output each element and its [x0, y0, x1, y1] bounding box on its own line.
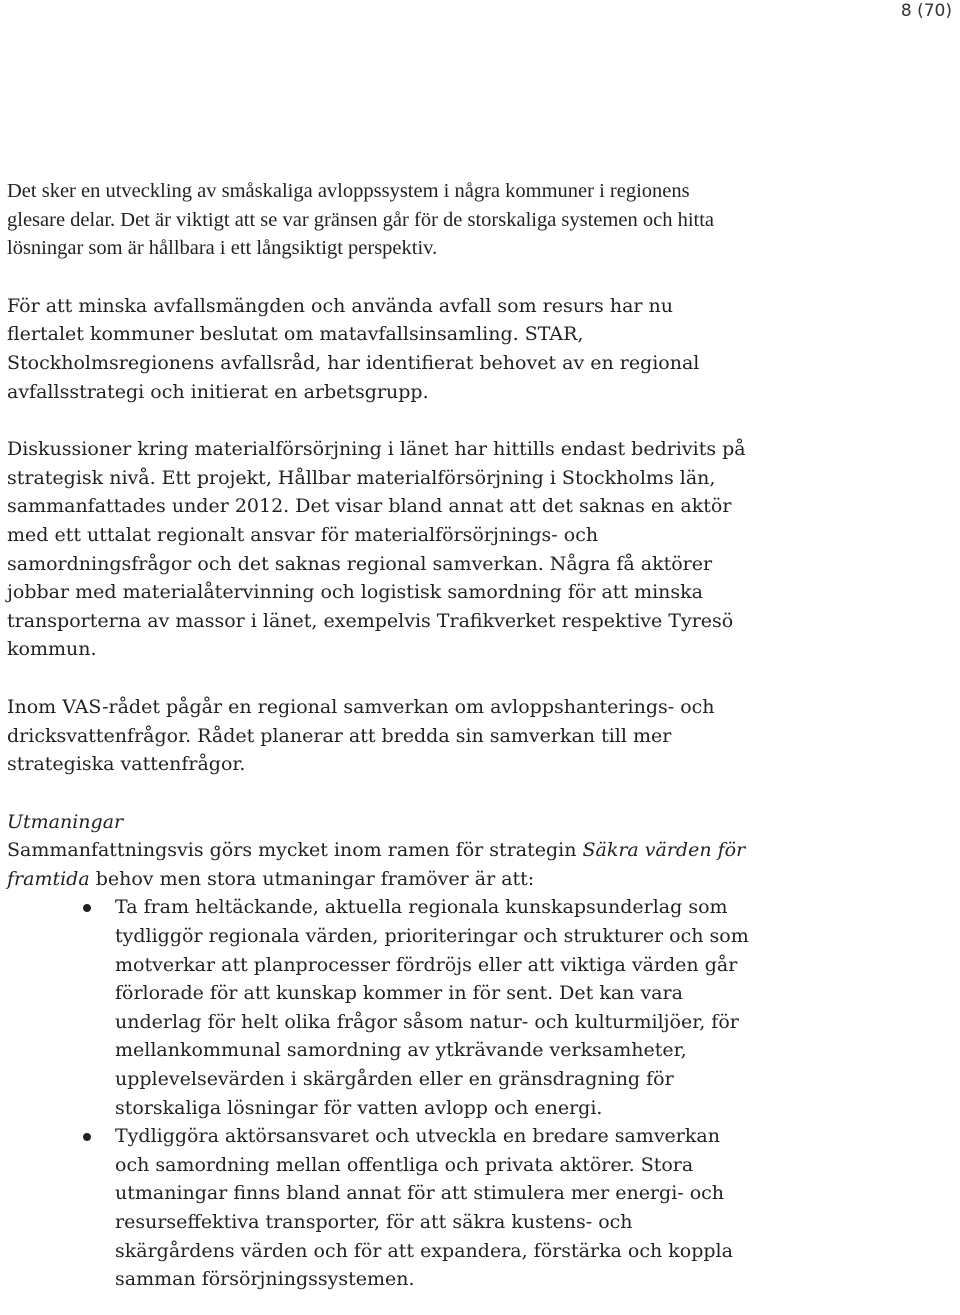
- section-heading: Utmaningar: [7, 810, 124, 833]
- list-item: [7, 1122, 755, 1294]
- paragraph-water-council: Inom VAS-rådet pågår en regional samverkan om avloppshanterings- och dricksvattenfrågor. Rådet planerar att bredda sin samverkan till mer strategiska vattenfrågor.: [7, 695, 715, 776]
- list-item-text: Tydliggöra aktörsansvaret och utveckla en bredare samverkan och samordning mellan offentliga och privata aktörer. Stora utmaningar finns bland annat för att stimulera mer energi- och resurseffektiva transporter, för att säkra kustens- och skärgårdens värden och för att expandera, förstärka och koppla samman försörjningssystemen.: [115, 1125, 733, 1291]
- list-item-text: Ta fram heltäckande, aktuella regionala kunskapsunderlag som tydliggör regionala värden, prioriteringar och strukturer och som motverkar att planprocesser fördröjs eller att viktiga värden går förlorade för att kunskap kommer in för sent. Det kan vara underlag för helt olika frågor såsom natur- och kulturmiljöer, för mellankommunal samordning av ytkrävande verksamheter, upplevelsevärden i skärgården eller en gränsdragning för storskaliga lösningar för vatten avlopp och energi.: [115, 896, 749, 1119]
- intro-text-after: behov men stora utmaningar framöver är att:: [89, 867, 535, 890]
- page-number: 8 (70): [900, 1, 952, 21]
- paragraph-sewage: Det sker en utveckling av småskaliga avloppssystem i några kommuner i regionens glesare delar. Det är viktigt att se var gränsen går för de storskaliga systemen och hitta lösningar som är hållbara i ett långsiktigt perspektiv.: [7, 180, 715, 260]
- strategy-title: Säkra värden för framtida: [7, 839, 746, 890]
- intro-text-before: Sammanfattningsvis görs mycket inom ramen för strategin: [7, 839, 583, 862]
- list-item: [7, 893, 755, 1122]
- challenges-list: [7, 893, 907, 1293]
- bullet-icon: [83, 1133, 91, 1141]
- paragraph-materials: Diskussioner kring materialförsörjning i länet har hittills endast bedrivits på strategisk nivå. Ett projekt, Hållbar materialförsörjning i Stockholms län, sammanfattades under 2012. Det visar bland annat att det saknas en aktör med ett uttalat regionalt ansvar för materialförsörjnings- och samordningsfrågor och det saknas regional samverkan. Några få aktörer jobbar med materialåtervinning och logistisk samordning för att minska transporterna av massor i länet, exempelvis Trafikverket respektive Tyresö kommun.: [7, 438, 746, 661]
- paragraph-waste: För att minska avfallsmängden och använda avfall som resurs har nu flertalet kommuner beslutat om matavfallsinsamling. STAR, Stockholmsregionens avfallsråd, har identifierat behovet av en regional avfallsstrategi och initierat en arbetsgrupp.: [7, 294, 700, 403]
- section-intro: [7, 836, 752, 893]
- document-body: [7, 177, 907, 1294]
- bullet-icon: [83, 904, 91, 912]
